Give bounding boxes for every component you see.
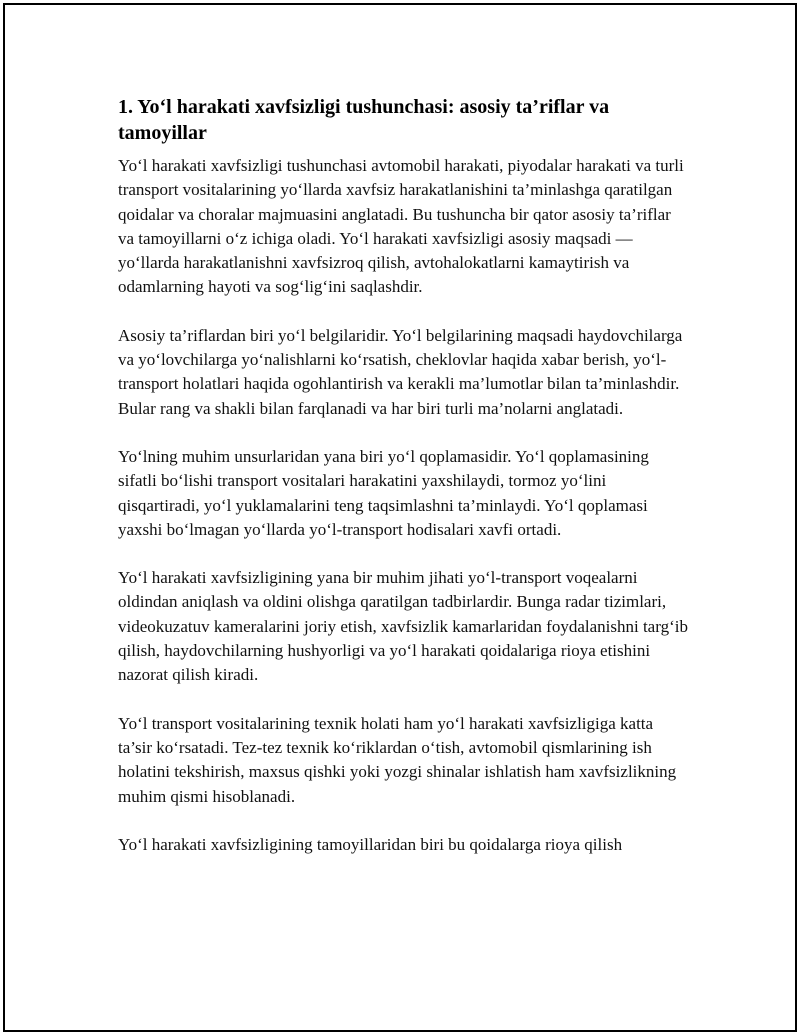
paragraph-4: Yo‘l harakati xavfsizligining yana bir muhim jihati yo‘l-transport voqealarni oldindan aniqlash va oldini olishga qaratilgan tadbirlardir. Bunga radar tizimlari, videokuzatuv kameralarini joriy etish, xavfsizlik kamarlaridan foydalanishni targ‘ib qilish, haydovchilarning hushyorligi va yo‘l harakati qoidalariga rioya etishini nazorat qilish kiradi. (118, 568, 688, 685)
document-body (118, 94, 688, 881)
paragraph-5: Yo‘l transport vositalarining texnik holati ham yo‘l harakati xavfsizligiga katta ta’sir ko‘rsatadi. Tez-tez texnik ko‘riklardan o‘tish, avtomobil qismlarining ish holatini tekshirish, maxsus qishki yoki yozgi shinalar ishlatish ham xavfsizlikning muhim qismi hisoblanadi. (118, 713, 677, 806)
paragraph-3: Yo‘lning muhim unsurlaridan yana biri yo‘l qoplamasidir. Yo‘l qoplamasining sifatli bo‘lishi transport vositalari harakatini yaxshilaydi, tormoz yo‘lini qisqartiradi, yo‘l yuklamalarini teng taqsimlashni ta’minlaydi. Yo‘l qoplamasi yaxshi bo‘lmagan yo‘llarda yo‘l-transport hodisalari xavfi ortadi. (118, 446, 649, 539)
paragraph-2: Asosiy ta’riflardan biri yo‘l belgilaridir. Yo‘l belgilarining maqsadi haydovchilarga va yo‘lovchilarga yo‘nalishlarni ko‘rsatish, cheklovlar haqida xabar berish, yo‘l-transport holatlari haqida ogohlantirish va kerakli ma’lumotlar bilan ta’minlashdir. Bular rang va shakli bilan farqlanadi va har biri turli ma’nolarni anglatadi. (118, 325, 683, 418)
paragraph-1: Yo‘l harakati xavfsizligi tushunchasi avtomobil harakati, piyodalar harakati va turli transport vositalarining yo‘llarda xavfsiz harakatlanishini ta’minlashga qaratilgan qoidalar va choralar majmuasini anglatadi. Bu tushuncha bir qator asosiy ta’riflar va tamoyillarni o‘z ichiga oladi. Yo‘l harakati xavfsizligi asosiy maqsadi — yo‘llarda harakatlanishni xavfsizroq qilish, avtohalokatlarni kamaytirish va odamlarning hayoti va sog‘lig‘ini saqlashdir. (118, 156, 684, 297)
section-heading: 1. Yo‘l harakati xavfsizligi tushunchasi: asosiy ta’riflar va tamoyillar (118, 96, 610, 144)
paragraph-6: Yo‘l harakati xavfsizligining tamoyillaridan biri bu qoidalarga rioya qilish (118, 834, 623, 854)
